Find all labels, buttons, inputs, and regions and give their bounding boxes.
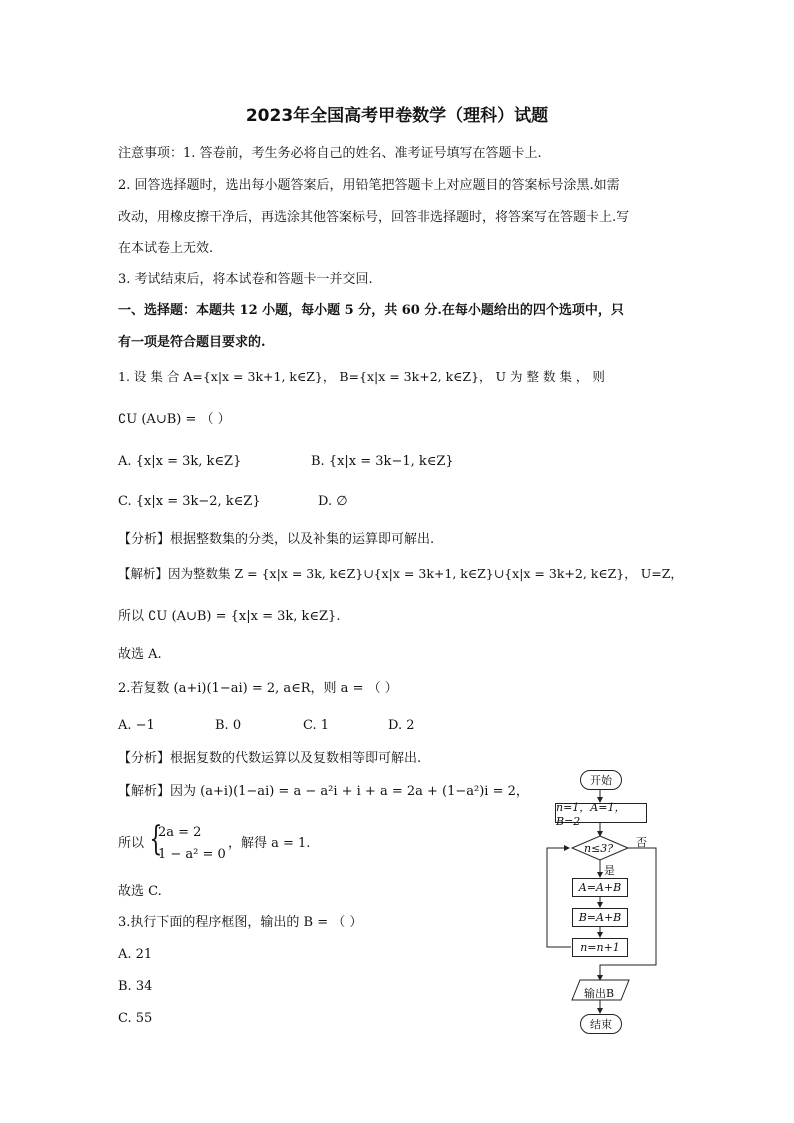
q2-analysis: 【分析】根据复数的代数运算以及复数相等即可解出. — [118, 751, 422, 766]
q1-answer: 故选 A. — [118, 647, 162, 662]
q1-option-c: C. {x|x = 3k−2, k∈Z} — [118, 494, 261, 509]
q1-option-b: B. {x|x = 3k−1, k∈Z} — [311, 454, 454, 469]
q1-analysis: 【分析】根据整数集的分类，以及补集的运算即可解出. — [118, 532, 435, 547]
q1-stem-2: ∁U (A∪B) = （ ） — [118, 412, 231, 427]
flowchart-condition: n≤3? — [584, 842, 614, 855]
q2-solution-2-suffix: ，解得 a = 1. — [228, 836, 311, 851]
flowchart-step-a: A=A+B — [572, 878, 628, 897]
q1-solution-2: 所以 ∁U (A∪B) = {x|x = 3k, k∈Z}. — [118, 609, 341, 624]
page-title: 2023年全国高考甲卷数学（理科）试题 — [245, 106, 549, 126]
note-2-line-3: 在本试卷上无效. — [118, 241, 214, 256]
q3-option-b: B. 34 — [118, 979, 153, 994]
q1-stem: 1. 设 集 合 A={x|x = 3k+1, k∈Z}， B={x|x = 3k+2, k∈Z}， U 为 整 数 集 ， 则 — [118, 369, 605, 384]
q2-option-d: D. 2 — [388, 718, 415, 733]
flowchart-start: 开始 — [580, 770, 622, 790]
flowchart-step-n: n=n+1 — [572, 938, 628, 957]
note-2-line-2: 改动，用橡皮擦干净后，再选涂其他答案标号，回答非选择题时，将答案写在答题卡上.写 — [118, 210, 630, 225]
section-heading-line-2: 有一项是符合题目要求的. — [118, 335, 266, 350]
section-heading-line-1: 一、选择题：本题共 12 小题，每小题 5 分，共 60 分.在每小题给出的四个选项中，只 — [118, 303, 624, 318]
q3-option-a: A. 21 — [118, 947, 153, 962]
q3-option-c: C. 55 — [118, 1011, 153, 1026]
q2-system-brace: { — [149, 819, 163, 859]
q3-stem: 3.执行下面的程序框图，输出的 B = （ ） — [118, 915, 363, 930]
flowchart-init: n=1，A=1，B=2 — [555, 803, 647, 823]
q1-option-a: A. {x|x = 3k, k∈Z} — [118, 454, 242, 469]
q2-option-b: B. 0 — [215, 718, 242, 733]
flowchart-end: 结束 — [580, 1014, 622, 1034]
note-2-line-1: 2. 回答选择题时，选出每小题答案后，用铅笔把答题卡上对应题目的答案标号涂黑.如需 — [118, 178, 620, 193]
q2-system-eq-1: 2a = 2 — [158, 825, 202, 840]
note-3: 3. 考试结束后，将本试卷和答题卡一并交回. — [118, 272, 373, 287]
q1-option-d: D. ∅ — [318, 494, 348, 509]
q2-option-a: A. −1 — [118, 718, 155, 733]
q2-system-eq-2: 1 − a² = 0 — [158, 847, 226, 862]
q1-solution-1: 【解析】因为整数集 Z = {x|x = 3k, k∈Z}∪{x|x = 3k+1, k∈Z}∪{x|x = 3k+2, k∈Z}， U=Z， — [118, 566, 683, 581]
flowchart-no-label: 否 — [636, 836, 647, 849]
q2-option-c: C. 1 — [303, 718, 330, 733]
note-1: 注意事项：1. 答卷前，考生务必将自己的姓名、准考证号填写在答题卡上. — [118, 146, 542, 161]
q2-solution-1: 【解析】因为 (a+i)(1−ai) = a − a²i + i + a = 2a + (1−a²)i = 2， — [118, 784, 529, 799]
q2-solution-2-prefix: 所以 — [118, 836, 145, 851]
flowchart-output: 输出B — [584, 987, 615, 1000]
flowchart-step-b: B=A+B — [572, 908, 628, 927]
q2-stem: 2.若复数 (a+i)(1−ai) = 2, a∈R，则 a = （ ） — [118, 681, 398, 696]
q2-answer: 故选 C. — [118, 884, 162, 899]
flowchart-yes-label: 是 — [604, 864, 615, 877]
